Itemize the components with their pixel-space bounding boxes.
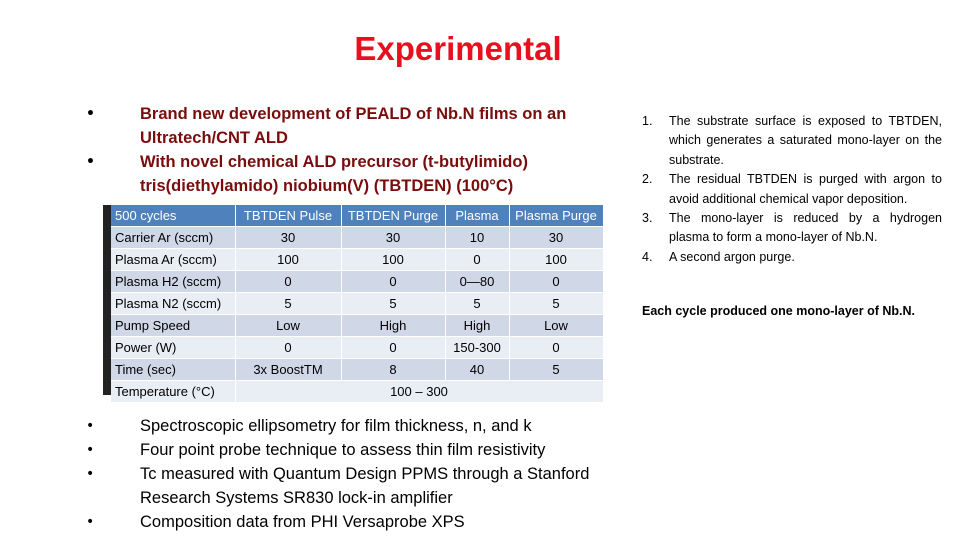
table-cell: Low [509, 315, 603, 337]
row-label-cell: Pump Speed [111, 315, 235, 337]
table-row [111, 359, 603, 381]
bullet-icon: • [86, 466, 95, 482]
table-cell: 0 [341, 337, 445, 359]
list-item [642, 170, 942, 209]
table-cell: 100 – 300 [235, 381, 603, 403]
table-cell: 30 [509, 227, 603, 249]
table-cell: 5 [235, 293, 341, 315]
list-item [86, 462, 640, 510]
table-row [111, 337, 603, 359]
row-label-cell: Plasma Ar (sccm) [111, 249, 235, 271]
table-row [111, 381, 603, 403]
step-number: 2. [642, 172, 653, 187]
list-item [642, 209, 942, 248]
row-label-cell: Temperature (°C) [111, 381, 235, 403]
list-item [642, 248, 942, 267]
table-cell: 10 [445, 227, 509, 249]
table-cell: 150-300 [445, 337, 509, 359]
table-cell: 0 [341, 271, 445, 293]
list-item [86, 510, 640, 534]
table-header-row [111, 205, 603, 227]
table-cell: 40 [445, 359, 509, 381]
slide-title: Experimental [354, 30, 562, 67]
column-header: TBTDEN Pulse [235, 205, 341, 227]
table-left-bar [103, 205, 111, 395]
table-cell: 30 [235, 227, 341, 249]
table-cell: High [341, 315, 445, 337]
list-item [86, 438, 640, 462]
table-cell: 100 [235, 249, 341, 271]
list-item [86, 414, 640, 438]
table-cell: 0 [509, 337, 603, 359]
bullet-text: Four point probe technique to assess thin film resistivity [140, 441, 546, 459]
bullet-icon: • [86, 418, 95, 434]
process-parameters-table [111, 205, 604, 403]
bullet-text: Tc measured with Quantum Design PPMS through a Stanford Research Systems SR830 lock-in amplifier [140, 465, 590, 507]
row-label-cell: Plasma H2 (sccm) [111, 271, 235, 293]
column-header: Plasma [445, 205, 509, 227]
table-cell: 0 [509, 271, 603, 293]
step-text: A second argon purge. [669, 249, 795, 264]
bullet-text: Spectroscopic ellipsometry for film thickness, n, and k [140, 417, 532, 435]
bullet-text: Composition data from PHI Versaprobe XPS [140, 513, 465, 531]
step-text: The mono-layer is reduced by a hydrogen plasma to form a mono-layer of Nb.N. [669, 211, 942, 245]
table-row [111, 293, 603, 315]
table-row [111, 315, 603, 337]
table-cell: 30 [341, 227, 445, 249]
table-row [111, 271, 603, 293]
column-header: TBTDEN Purge [341, 205, 445, 227]
table-cell: 0—80 [445, 271, 509, 293]
step-number: 4. [642, 249, 653, 264]
column-header: 500 cycles [111, 205, 235, 227]
table-cell: High [445, 315, 509, 337]
list-item [86, 150, 610, 198]
list-item [642, 112, 942, 170]
step-text: The substrate surface is exposed to TBTDEN, which generates a saturated mono-layer on the substrate. [669, 114, 942, 167]
bullet-text: With novel chemical ALD precursor (t-butylimido) tris(diethylamido) niobium(V) (TBTDEN) (100°C) [140, 153, 528, 195]
row-label-cell: Time (sec) [111, 359, 235, 381]
step-number: 3. [642, 211, 653, 226]
list-item [86, 102, 610, 150]
cycle-summary: Each cycle produced one mono-layer of Nb.N. [642, 304, 915, 318]
bullet-icon: • [86, 154, 95, 170]
table-cell: 8 [341, 359, 445, 381]
bullet-icon: • [86, 442, 95, 458]
table-cell: 3x BoostTM [235, 359, 341, 381]
bullet-icon: • [86, 514, 95, 530]
table-cell: 5 [445, 293, 509, 315]
process-steps-list [642, 112, 942, 267]
table-cell: 5 [509, 293, 603, 315]
column-header: Plasma Purge [509, 205, 603, 227]
table-cell: 5 [341, 293, 445, 315]
bottom-bullet-list [86, 414, 640, 534]
row-label-cell: Carrier Ar (sccm) [111, 227, 235, 249]
table-cell: 0 [235, 337, 341, 359]
bullet-icon: • [86, 106, 95, 122]
table-cell: 100 [509, 249, 603, 271]
table-row [111, 249, 603, 271]
bullet-text: Brand new development of PEALD of Nb.N films on an Ultratech/CNT ALD [140, 105, 567, 147]
step-text: The residual TBTDEN is purged with argon to avoid additional chemical vapor deposition. [669, 172, 942, 206]
table-cell: Low [235, 315, 341, 337]
top-bullet-list [86, 102, 610, 198]
table-row [111, 227, 603, 249]
table-cell: 0 [445, 249, 509, 271]
table-cell: 0 [235, 271, 341, 293]
step-number: 1. [642, 114, 653, 128]
table-cell: 100 [341, 249, 445, 271]
row-label-cell: Power (W) [111, 337, 235, 359]
row-label-cell: Plasma N2 (sccm) [111, 293, 235, 315]
table-cell: 5 [509, 359, 603, 381]
